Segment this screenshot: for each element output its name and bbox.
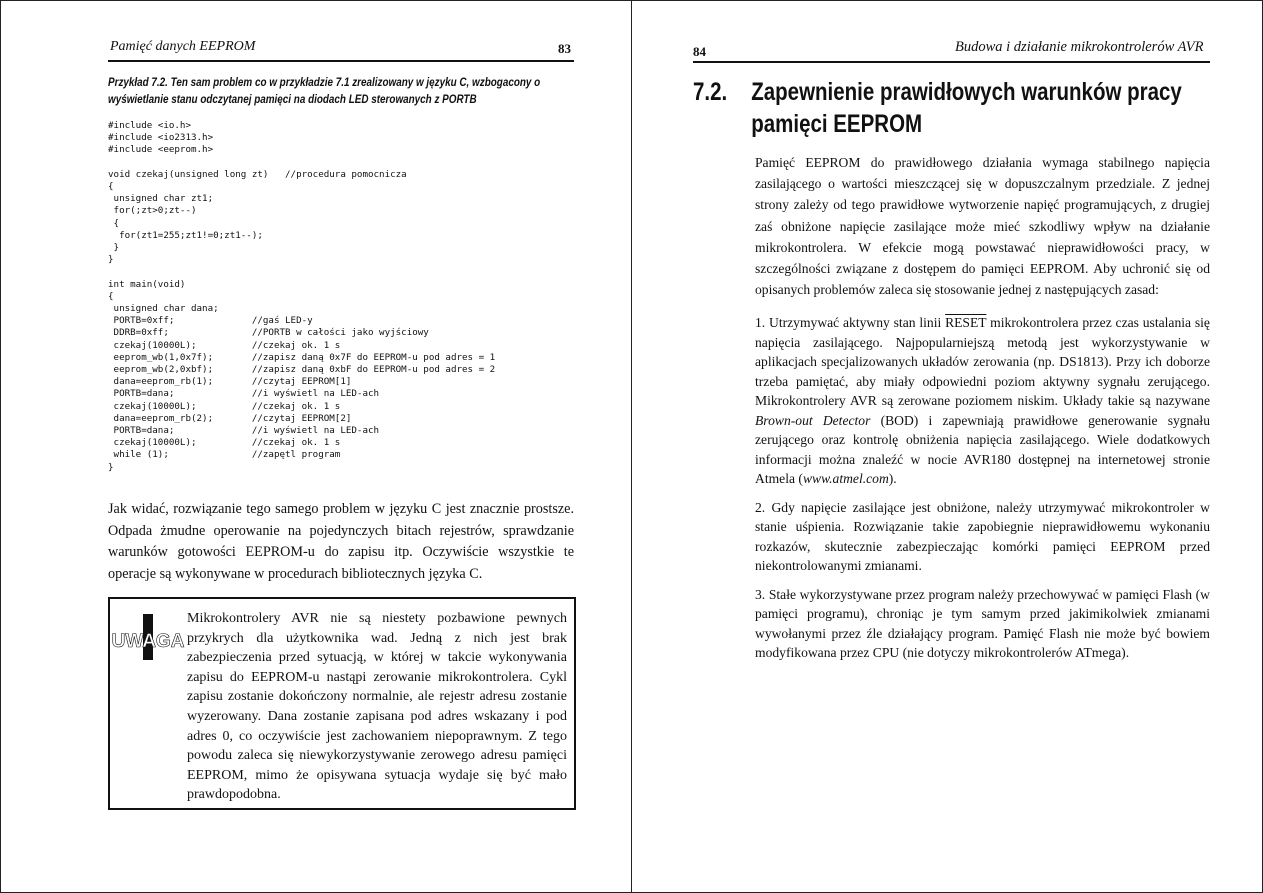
code-line: int main(void)	[108, 278, 186, 290]
code-listing	[108, 120, 495, 474]
left-page	[108, 0, 574, 893]
body-paragraph: Jak widać, rozwiązanie tego samego problem w języku C jest znacznie prostsze. Odpada żmudne operowanie na pojedynczych bitach rejestrów, sprawdzanie warunków gotowości EEPROM-u do zapisu itp. Oczywiście wszystkie te operacje są wykonywane w procedurach bibliotecznych języka C.	[108, 501, 574, 582]
warning-text: Mikrokontrolery AVR nie są niestety pozbawione pewnych przykrych dla użytkownika wad. Jedną z nich jest brak zabezpieczenia przed sytuacją, w której w takcie wykonywania zapisu do EEPROM-u nastąpi zerowanie mikrokontrolera. Cykl zapisu zostanie dokończony normalnie, ale rejestr adresu zostanie wyzerowany. Dana zostanie zapisana pod adres wskazany i pod adres 0, co oczywiście jest zachowaniem niepoprawnym. Z tego powodu zaleca się niewykorzystywanie zerowego adresu pamięci EEPROM, mimo że opisywana sytuacja wydaje się być mało prawdopodobna.	[187, 611, 567, 803]
code-line: PORTB=dana; //i wyświetl na LED-ach	[108, 388, 380, 400]
example-heading: Przykład 7.2. Ten sam problem co w przykładzie 7.1 zrealizowany w języku C, wzbogacony o wyświetlanie stanu odczytanej pamięci na diodach LED sterowanych z PORTB	[108, 77, 541, 106]
rules-list	[755, 313, 1210, 663]
code-line: czekaj(10000L); //czekaj ok. 1 s	[108, 339, 341, 351]
warning-icon	[111, 614, 185, 660]
list-item-2: 2. Gdy napięcie zasilające jest obniżone, należy utrzymywać mikrokontroler w stanie uśpienia. Rozwiązanie takie zapobiegnie nieprawidłowemu wykonaniu rozkazów, skutecznie zabezpieczając komórki pamięci EEPROM przed niekontrolowanymi zmianami.	[755, 499, 1210, 573]
section-title-line-1: Zapewnienie prawidłowych warunków pracy	[751, 78, 1182, 106]
code-line: eeprom_wb(2,0xbf); //zapisz daną 0xbF do EEPROM-u pod adres = 2	[108, 364, 496, 376]
code-line: #include <eeprom.h>	[108, 144, 214, 156]
code-line: eeprom_wb(1,0x7f); //zapisz daną 0x7F do EEPROM-u pod adres = 1	[108, 351, 496, 363]
code-line: }	[108, 254, 114, 266]
item1-text-a: mikrokontrolera przez czas ustalania się napięcia zasilającego. Najpopularniejszą metodą jest wykorzystywanie w aplikacjach specjalizowanych układów zerowania (np. DS1813). Przy ich doborze trzeba pamiętać, aby miały odpowiedni poziom aktywny sygnału zerującego. Mikrokontrolery AVR są zerowane poziomem niskim. Układy takie są nazywane	[755, 315, 1210, 408]
code-line: void czekaj(unsigned long zt) //procedura pomocnicza	[108, 168, 407, 180]
reset-signal: RESET	[945, 315, 987, 330]
warning-icon-label: UWAGA	[111, 631, 185, 652]
header-rule-right	[693, 61, 1210, 63]
code-line: DDRB=0xff; //PORTB w całości jako wyjściowy	[108, 327, 429, 339]
page-number-83: 83	[558, 41, 571, 56]
page-spine	[631, 0, 632, 893]
code-line	[108, 157, 495, 169]
code-line: #include <io.h>	[108, 120, 191, 131]
code-line: while (1); //zapętl program	[108, 449, 341, 461]
code-line: #include <io2313.h>	[108, 132, 214, 144]
code-line: PORTB=0xff; //gaś LED-y	[108, 315, 313, 327]
section-intro: Pamięć EEPROM do prawidłowego działania wymaga stabilnego napięcia zasilającego o wartości mieszczącej się w dopuszczalnym przedziale. Z jednej strony zależy od tego prawidłowe wytworzenie napięć programujących, z drugiej zaś obniżone napięcie zasilające może mieć szkodliwy wpływ na działanie mikrokontrolera. W efekcie mogą powstawać nieprawidłowości pracy, w szczególności związane z dostępem do pamięci EEPROM. Aby uchronić się od opisanych problemów zaleca się stosowanie jednej z następujących zasad:	[755, 155, 1210, 298]
list-item-1	[755, 313, 1210, 489]
code-line: dana=eeprom_rb(2); //czytaj EEPROM[2]	[108, 412, 352, 424]
item1-lead: 1. Utrzymywać aktywny stan linii	[755, 315, 942, 330]
code-line: }	[108, 242, 120, 254]
code-line: }	[108, 461, 114, 473]
code-line: {	[108, 181, 114, 193]
code-line: {	[108, 290, 114, 302]
code-line: dana=eeprom_rb(1); //czytaj EEPROM[1]	[108, 376, 352, 388]
running-header-left: Pamięć danych EEPROM	[110, 39, 256, 54]
code-line: {	[108, 217, 120, 229]
item1-text-b: (BOD) i zapewniają prawidłowe generowanie sygnału zerującego oraz kontrolę obniżenia napięcia zasilającego. Wiele dodatkowych informacji można znaleźć w nocie AVR180 dostępnej na internetowej stronie Atmela (	[755, 412, 1211, 486]
code-line: PORTB=dana; //i wyświetl na LED-ach	[108, 425, 380, 437]
list-item-3: 3. Stałe wykorzystywane przez program należy przechowywać w pamięci Flash (w pamięci programu), chroniąc je tym samym przed jakimikolwiek zmianami wywołanymi przez źle działający program. Pamięć Flash nie może być bowiem modyfikowana przez CPU (nie dotyczy mikrokontrolerów ATmega).	[755, 586, 1210, 660]
right-page	[693, 0, 1213, 893]
code-line: for(;zt>0;zt--)	[108, 205, 197, 217]
code-line	[108, 266, 495, 278]
bod-term: Brown-out Detector	[755, 412, 871, 428]
page-number-84: 84	[693, 44, 706, 59]
code-line: for(zt1=255;zt1!=0;zt1--);	[108, 229, 263, 241]
code-line: unsigned char dana;	[108, 303, 219, 315]
section-title	[751, 76, 1210, 140]
running-header-right: Budowa i działanie mikrokontrolerów AVR	[955, 39, 1204, 55]
code-line: czekaj(10000L); //czekaj ok. 1 s	[108, 400, 341, 412]
section-title-line-2: pamięci EEPROM	[751, 110, 923, 138]
atmel-url: www.atmel.com	[802, 471, 889, 486]
header-rule-left	[108, 60, 574, 62]
section-number: 7.2.	[693, 78, 728, 106]
item1-text-c: ).	[888, 471, 897, 486]
code-line: czekaj(10000L); //czekaj ok. 1 s	[108, 437, 341, 449]
warning-box	[108, 597, 576, 810]
code-line: unsigned char zt1;	[108, 193, 214, 205]
